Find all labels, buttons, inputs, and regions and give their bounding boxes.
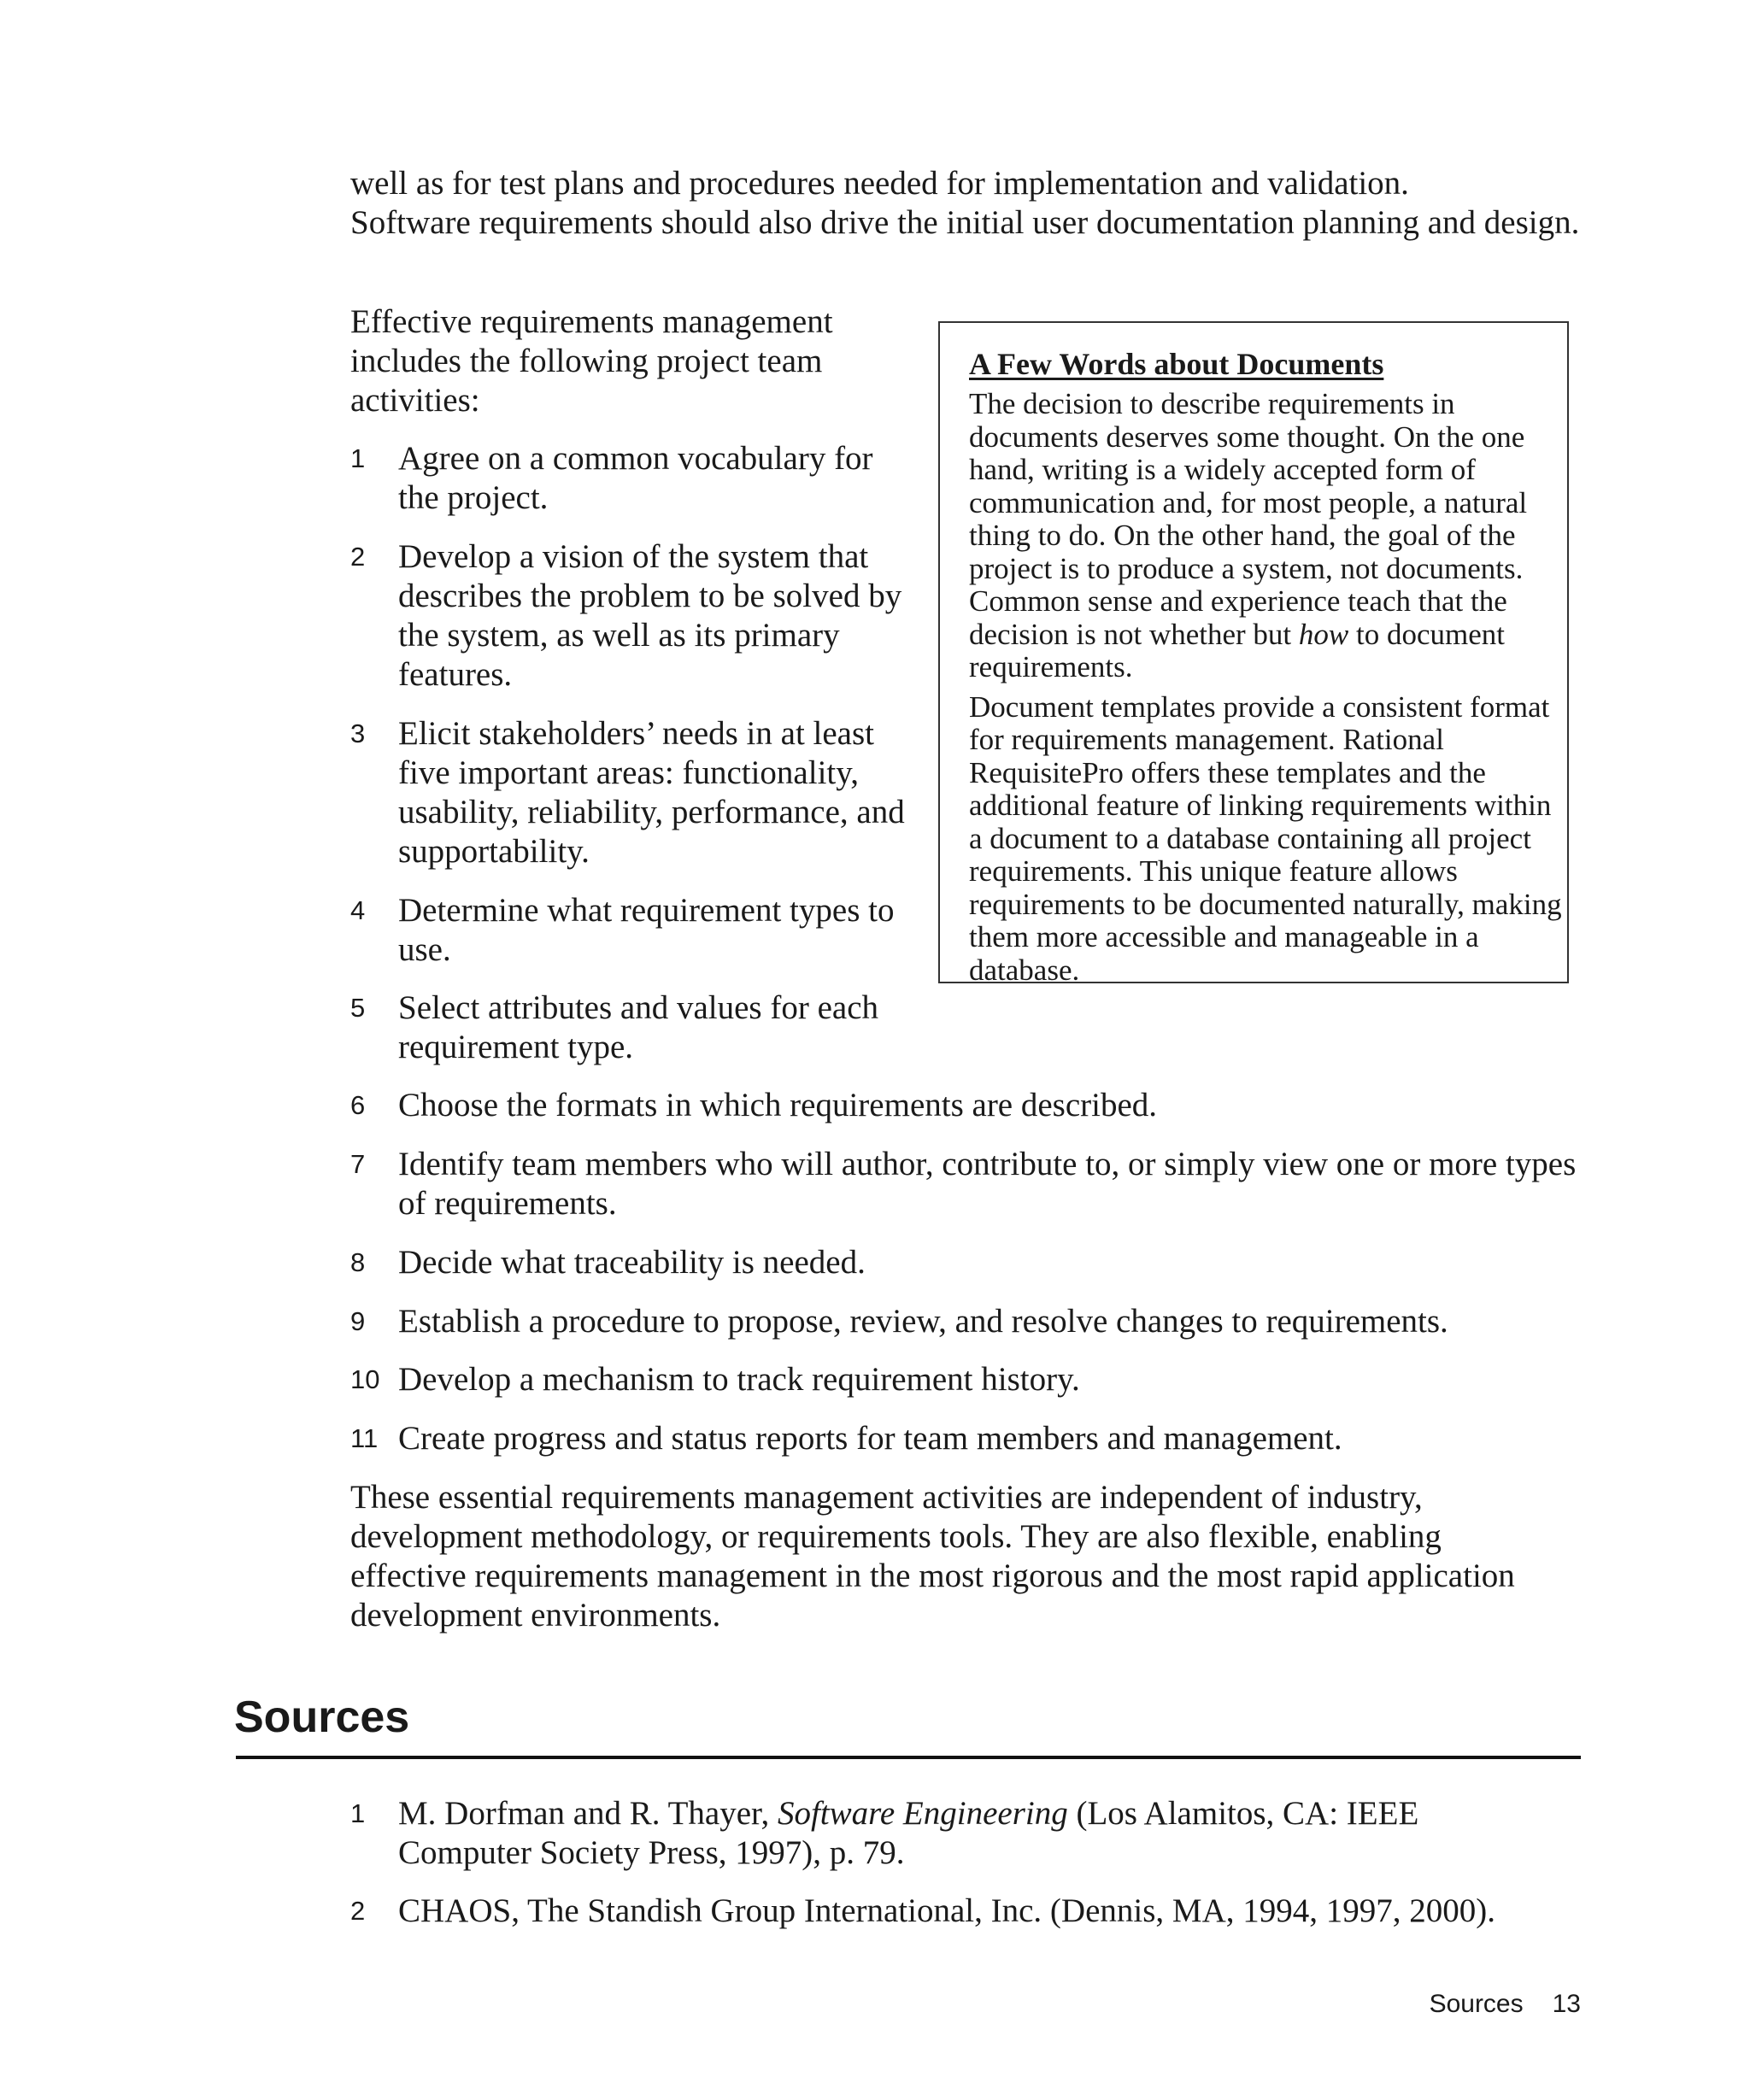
list-text: Elicit stakeholders’ needs in at least five important areas: functionality, usability, reliability, performance, and supportability. (398, 715, 905, 870)
page-number: 13 (1552, 1990, 1581, 2018)
source-text: CHAOS, The Standish Group International, Inc. (Dennis, MA, 1994, 1997, 2000). (398, 1892, 1495, 1929)
sidebar-paragraph-1 (969, 388, 1567, 684)
list-number: 11 (350, 1423, 379, 1453)
list-text: Agree on a common vocabulary for the project. (398, 440, 873, 516)
source-text-before: M. Dorfman and R. Thayer, (398, 1795, 778, 1832)
sidebar-paragraph-2: Document templates provide a consistent format for requirements management. Rational RequisitePro offers these templates and the additional feature of linking requirements within a document to a database containing all project requirements. This unique feature allows requirements to be documented naturally, making them more accessible and manageable in a database. (969, 689, 1562, 987)
list-number: 4 (350, 895, 366, 925)
list-number: 3 (350, 719, 366, 748)
intro-line-1: well as for test plans and procedures needed for implementation and validation. (350, 165, 1409, 202)
list-number: 2 (350, 542, 366, 572)
list-number: 8 (350, 1247, 366, 1277)
list-text: Decide what traceability is needed. (398, 1244, 866, 1281)
footer-section: Sources (1429, 1990, 1524, 2018)
list-number: 6 (350, 1090, 366, 1120)
sidebar-p1-after: to document requirements. (969, 617, 1506, 683)
sidebar-title: A Few Words about Documents (969, 347, 1384, 381)
list-text: Determine what requirement types to use. (398, 892, 895, 968)
list-text: Establish a procedure to propose, review, and resolve changes to requirements. (398, 1303, 1448, 1340)
sidebar-p1-before: The decision to describe requirements in documents deserves some thought. On the one hand, writing is a widely accepted form of communication and, for most people, a natural thing to do. On the other hand, the goal of the project is to produce a system, not documents. Common sense and experience teach that the decision is not whether but (969, 387, 1528, 651)
page-footer (1430, 1989, 1581, 2020)
lead-paragraph: Effective requirements management includes the following project team activities: (350, 303, 833, 419)
source-number: 1 (350, 1798, 366, 1828)
intro-line-2: Software requirements should also drive the initial user documentation planning and design. (350, 204, 1580, 241)
list-text: Identify team members who will author, contribute to, or simply view one or more types of requirements. (398, 1146, 1577, 1222)
closing-paragraph: These essential requirements management activities are independent of industry, development methodology, or requirements tools. They are also flexible, enabling effective requirements management in the most rigorous and the most rapid application development environments. (350, 1479, 1515, 1634)
list-number: 9 (350, 1306, 366, 1336)
source-number: 2 (350, 1896, 366, 1926)
list-text: Choose the formats in which requirements are described. (398, 1087, 1158, 1123)
list-number: 5 (350, 993, 366, 1023)
intro-paragraph (350, 164, 1589, 243)
list-number: 1 (350, 443, 366, 473)
list-number: 7 (350, 1149, 366, 1179)
heading-rule (236, 1756, 1581, 1759)
sidebar-p1-emphasis: how (1298, 617, 1349, 651)
source-text (398, 1794, 1518, 1873)
list-text: Create progress and status reports for team members and management. (398, 1420, 1342, 1457)
section-heading: Sources (234, 1692, 410, 1742)
source-text-after: (Los Alamitos, CA: IEEE Computer Society Press, 1997), p. 79. (398, 1795, 1419, 1871)
source-title: Software Engineering (777, 1795, 1068, 1832)
list-text: Select attributes and values for each requirement type. (398, 989, 879, 1065)
list-text: Develop a vision of the system that describes the problem to be solved by the system, as well as its primary features. (398, 538, 902, 693)
sidebar-box (938, 321, 1569, 987)
list-number: 10 (350, 1364, 380, 1394)
list-text: Develop a mechanism to track requirement history. (398, 1361, 1080, 1398)
